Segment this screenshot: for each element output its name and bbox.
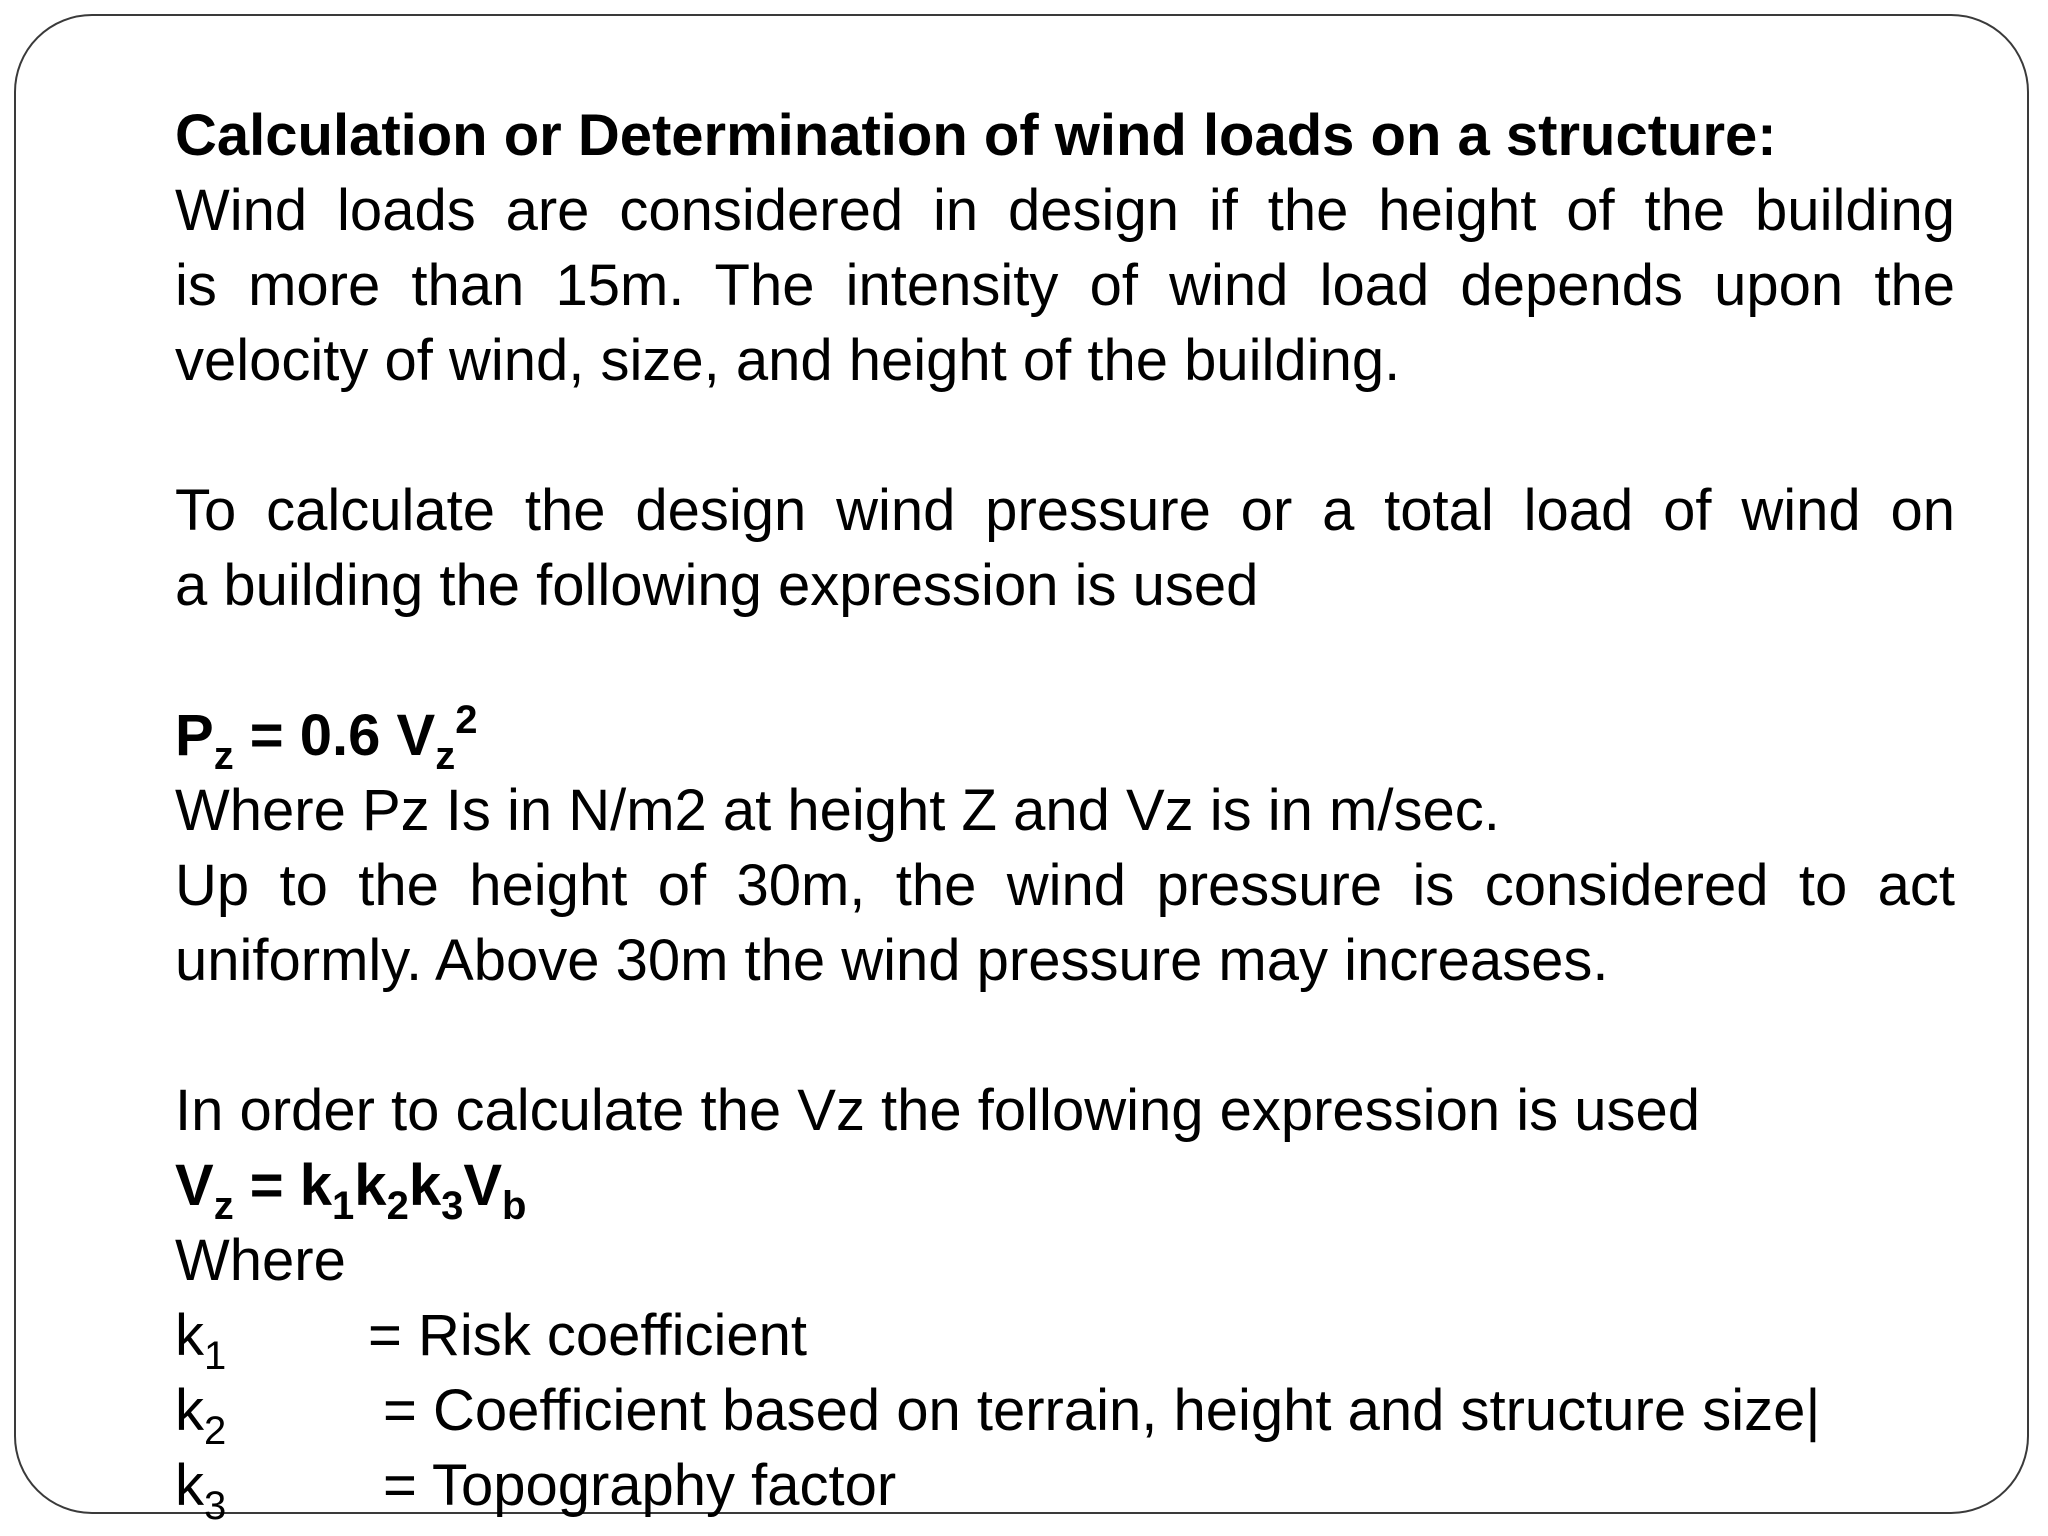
paragraph-line: is more than 15m. The intensity of wind load depends upon the xyxy=(175,253,1955,318)
formula-subscript: 3 xyxy=(441,1184,464,1228)
paragraph-line: In order to calculate the Vz the following expression is used xyxy=(175,1078,1700,1143)
formula-superscript: 2 xyxy=(455,698,478,742)
definition-row xyxy=(175,1298,1955,1378)
definition-text: = Risk coefficient xyxy=(368,1303,807,1368)
paragraph-line: Where Pz Is in N/m2 at height Z and Vz is in m/sec. xyxy=(175,778,1500,843)
definition-row xyxy=(175,1373,1955,1453)
formula-symbol: = k xyxy=(233,1153,333,1218)
slide-content xyxy=(175,98,1955,1528)
formula-symbol: k xyxy=(354,1153,387,1218)
definition-symbol: $k_2$ xyxy=(175,1378,227,1453)
formula-pressure xyxy=(175,698,1955,778)
paragraph-line: To calculate the design wind pressure or a total load of wind on xyxy=(175,478,1955,543)
definition-symbol: $k_3$ xyxy=(175,1453,227,1528)
formula-symbol: P xyxy=(175,703,214,768)
formula-subscript: z xyxy=(213,734,234,778)
spacer xyxy=(175,998,1955,1073)
formula-subscript: 2 xyxy=(386,1184,409,1228)
paragraph-line: a building the following expression is used xyxy=(175,553,1259,618)
formula-symbol: = 0.6 V xyxy=(233,703,436,768)
formula-symbol: V xyxy=(175,1153,214,1218)
definition-text: = Topography factor xyxy=(383,1453,897,1518)
formula-subscript: z xyxy=(213,1184,234,1228)
spacer xyxy=(175,398,1955,473)
definition-row xyxy=(175,1448,1955,1528)
formula-subscript: 1 xyxy=(332,1184,355,1228)
definition-symbol: $k_1$ xyxy=(175,1303,227,1378)
where-label: Where xyxy=(175,1228,346,1293)
paragraph-line: Wind loads are considered in design if the height of the building xyxy=(175,178,1955,243)
paragraph-line: uniformly. Above 30m the wind pressure may increases. xyxy=(175,928,1609,993)
slide-heading: Calculation or Determination of wind loads on a structure: xyxy=(175,103,1777,168)
formula-symbol: V xyxy=(463,1153,503,1218)
spacer xyxy=(175,623,1955,698)
formula-symbol: k xyxy=(408,1153,442,1218)
formula-subscript: b xyxy=(502,1184,527,1228)
formula-velocity xyxy=(175,1148,1955,1228)
definition-text: = Coefficient based on terrain, height and structure size| xyxy=(383,1378,1821,1443)
paragraph-line: Up to the height of 30m, the wind pressure is considered to act xyxy=(175,853,1955,918)
formula-subscript: z xyxy=(435,734,456,778)
paragraph-line: velocity of wind, size, and height of the building. xyxy=(175,328,1401,393)
